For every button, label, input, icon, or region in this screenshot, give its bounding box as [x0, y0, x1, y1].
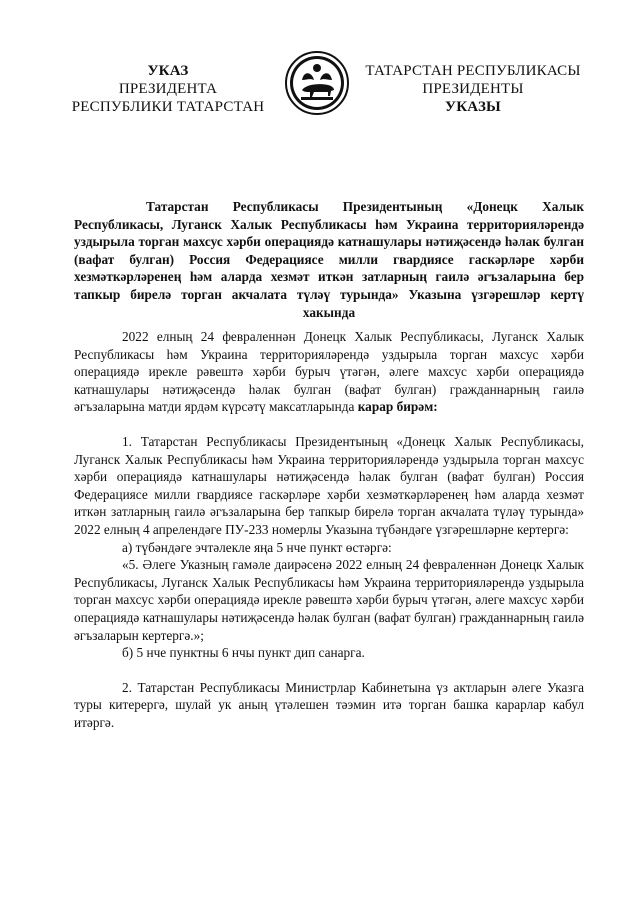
header-left-russian [58, 62, 278, 116]
item-1b: б) 5 нче пунктны 6 нчы пункт дип санарга. [122, 645, 365, 661]
document-body [74, 328, 584, 731]
intro-text: 2022 елның 24 февраленнән Донецк Халык Республикасы, Луганск Халык Республикасы һәм Украина территорияләрендә уздырыла торган махсус хәрби операциядә ирекле рәвештә хәрби бурыч үтәгән, әлеге махсус хәрби операциядә катнашулары нәтиҗәсендә һәлак булган (вафат булган) гражданнарның гаилә әгъзаларына матди ярдәм күрсәтү максатларында [74, 329, 584, 415]
header-left-line2: ПРЕЗИДЕНТА [118, 81, 218, 97]
header-right-line1: ТАТАРСТАН РЕСПУБЛИКАСЫ [365, 63, 581, 79]
header-right-line3: УКАЗЫ [445, 99, 501, 115]
header-left-line1: УКАЗ [147, 63, 189, 79]
item-1a-quote: «5. Әлеге Указның гамәле даирәсенә 2022 елның 24 февраленнән Донецк Халык Республикасы, Луганск Халык Республикасы һәм Украина территорияләрендә уздырыла торган махсус хәрби операциядә ирекле рәвештә хәрби бурыч үтәгән, әлеге махсус хәрби операциядә катнашулары нәтиҗәсендә һәлак булган (вафат булган) гражданнарның гаилә әгъзаларын кертергә.»; [74, 557, 584, 643]
header-right-tatar [362, 62, 584, 116]
intro-paragraph [74, 328, 584, 416]
coat-of-arms-of-tatarstan-icon [284, 50, 350, 116]
item-2: 2. Татарстан Республикасы Министрлар Кабинетына үз актларын әлеге Указга туры китерергә, шулай ук аның үтәлешен тәэмин итә торган башка карарлар кабул итәргә. [74, 679, 584, 730]
item-1a: а) түбәндәге эчтәлекле яңа 5 нче пункт өстәргә: [122, 539, 392, 555]
header-right-line2: ПРЕЗИДЕНТЫ [422, 81, 524, 97]
item-1: 1. Татарстан Республикасы Президентының «Донецк Халык Республикасы, Луганск Халык Республикасы һәм Украина территорияләрендә уздырыла торган махсус хәрби операциядә катнашулары нәтиҗәсендә һәлак булган (вафат булган) Россия Федерациясе милли гвардиясе гаскәрләре хәрби хезмәткәрләренең һәм аларда хезмәт иткән затларның гаилә әгъзаларына бер тапкыр бирелә торган акчалата түләү турында» 2022 елның 4 апрелендәге ПУ-233 номерлы Указына түбәндәге үзгәрешләрне кертергә: [74, 433, 584, 537]
decree-phrase: карар бирәм: [357, 399, 438, 415]
document-title: Татарстан Республикасы Президентының «Донецк Халык Республикасы, Луганск Халык Республикасы һәм Украина территорияләрендә уздырыла торган махсус хәрби операциядә катнашулары нәтиҗәсендә һәлак булган (вафат булган) Россия Федерациясе милли гвардиясе гаскәрләре хәрби хезмәткәрләренең һәм аларда хезмәт иткән затларның гаилә әгъзаларына бер тапкыр бирелә торган акчалата түләү турында» Указына үзгәрешләр кертү хакында [74, 199, 584, 320]
header-left-line3: РЕСПУБЛИКИ ТАТАРСТАН [71, 99, 265, 115]
